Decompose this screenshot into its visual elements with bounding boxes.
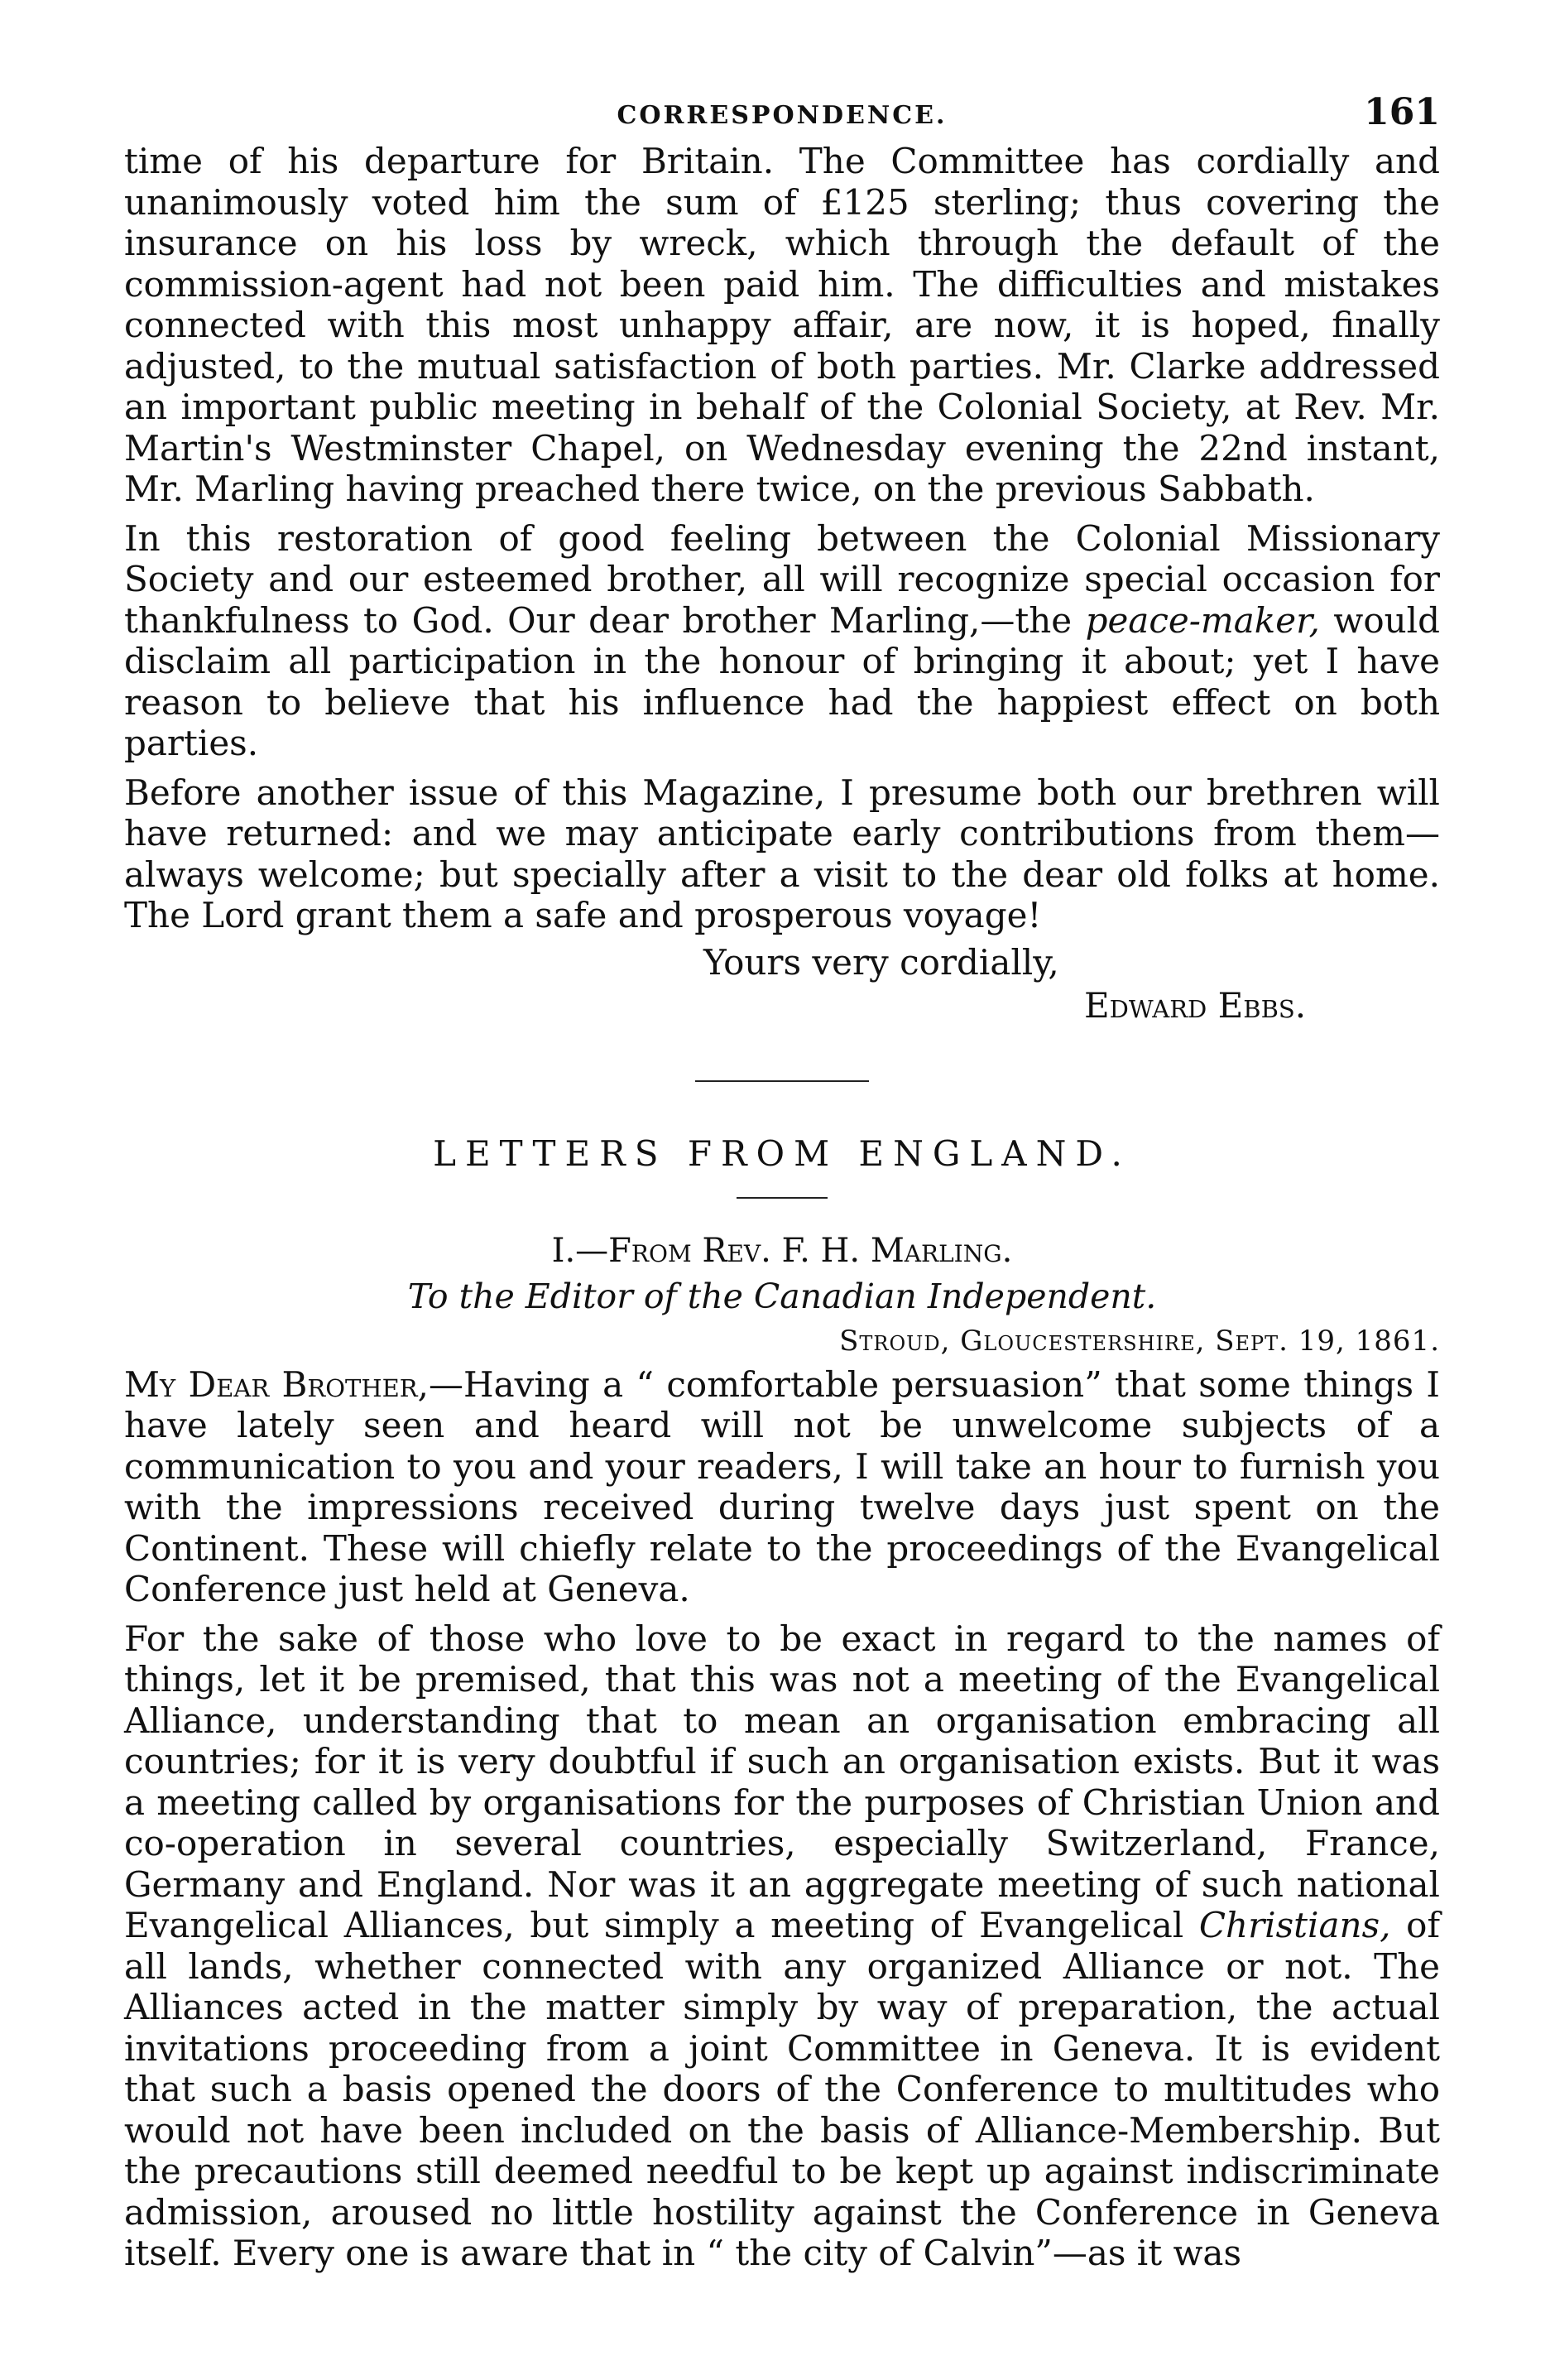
letter-paragraph-1 <box>124 1364 1440 1610</box>
letter-paragraph-2-italic: Christians, <box>1198 1905 1391 1945</box>
section-divider-top <box>695 1080 869 1082</box>
closing-salutation: Yours very cordially, <box>703 941 1059 983</box>
section-divider-bottom <box>737 1197 828 1199</box>
correspondence-body <box>124 141 1440 936</box>
letter-heading: I.—From Rev. F. H. Marling. <box>551 1231 1013 1270</box>
section-title: LETTERS FROM ENGLAND. <box>433 1132 1131 1174</box>
closing-signature: Edward Ebbs. <box>1084 984 1307 1026</box>
letter-paragraph-2 <box>124 1618 1440 2274</box>
paragraph-2 <box>124 518 1440 764</box>
letter-opening-salutation: My Dear Brother, <box>124 1363 429 1405</box>
letter-paragraph-2-text-b: of all lands, whether connected with any organized Alliance or not. The Alliances acted in the matter simply by way of preparation, the actual invitations proceeding from a joint Committee in Geneva. It is evident that such a basis opened the doors of the Conference to multitudes who would not have been included on the basis of Alliance-Membership. But the precautions still deemed needful to be kept up against indiscriminate admission, aroused no little hostility against the Conference in Geneva itself. Every one is aware that in “ the city of Calvin”—as it was <box>124 1905 1440 2273</box>
letter-paragraph-2-text-a: For the sake of those who love to be exact in regard to the names of things, let it be premised, that this was not a meeting of the Evangelical Alliance, understanding that to mean an organisation embracing all countries; for it is very doubtful if such an organisation exists. But it was a meeting called by organisations for the purposes of Christian Union and co-operation in several countries, especially Switzerland, France, Germany and England. Nor was it an aggregate meeting of such national Evangelical Alliances, but simply a meeting of Evangelical <box>124 1618 1440 1945</box>
letter-body <box>124 1364 1440 2274</box>
paragraph-2-text-a: In this restoration of good feeling between the Colonial Missionary Society and our esteemed brother, all will recognize special occasion for thankfulness to God. Our dear brother Marling,—the <box>124 517 1440 641</box>
paragraph-1: time of his departure for Britain. The Committee has cordially and unanimously voted him the sum of £125 sterling; thus covering the insurance on his loss by wreck, which through the default of the commission-agent had not been paid him. The difficulties and mistakes connected with this most unhappy affair, are now, it is hoped, finally adjusted, to the mutual satisfaction of both parties. Mr. Clarke addressed an important public meeting in behalf of the Colonial Society, at Rev. Mr. Martin's Westminster Chapel, on Wednesday evening the 22nd instant, Mr. Marling having preached there twice, on the previous Sabbath. <box>124 141 1440 509</box>
paragraph-2-italic: peace-maker, <box>1085 599 1320 641</box>
paragraph-3: Before another issue of this Magazine, I presume both our brethren will have returned: and we may anticipate early contributions from them—always welcome; but specially after a visit to the dear old folks at home. The Lord grant them a safe and prosperous voyage! <box>124 772 1440 935</box>
letter-addressee: To the Editor of the Canadian Independent. <box>407 1276 1157 1316</box>
paragraph-2-text-b: would disclaim all participation in the honour of bringing it about; yet I have reason to believe that his influence had the happiest effect on both parties. <box>124 599 1440 763</box>
closing <box>124 941 1440 1027</box>
page <box>124 91 1440 2274</box>
running-head <box>124 91 1440 141</box>
page-number: 161 <box>1364 91 1440 133</box>
letter-paragraph-1-text: —Having a “ comfortable persuasion” that some things I have lately seen and heard will not be unwelcome subjects of a communication to you and your readers, I will take an hour to furnish you with the impressions received during twelve days just spent on the Continent. These will chiefly relate to the proceedings of the Evangelical Conference just held at Geneva. <box>124 1363 1441 1609</box>
running-title: CORRESPONDENCE. <box>617 101 948 130</box>
letter-dateline: Stroud, Gloucestershire, Sept. 19, 1861. <box>839 1324 1440 1358</box>
